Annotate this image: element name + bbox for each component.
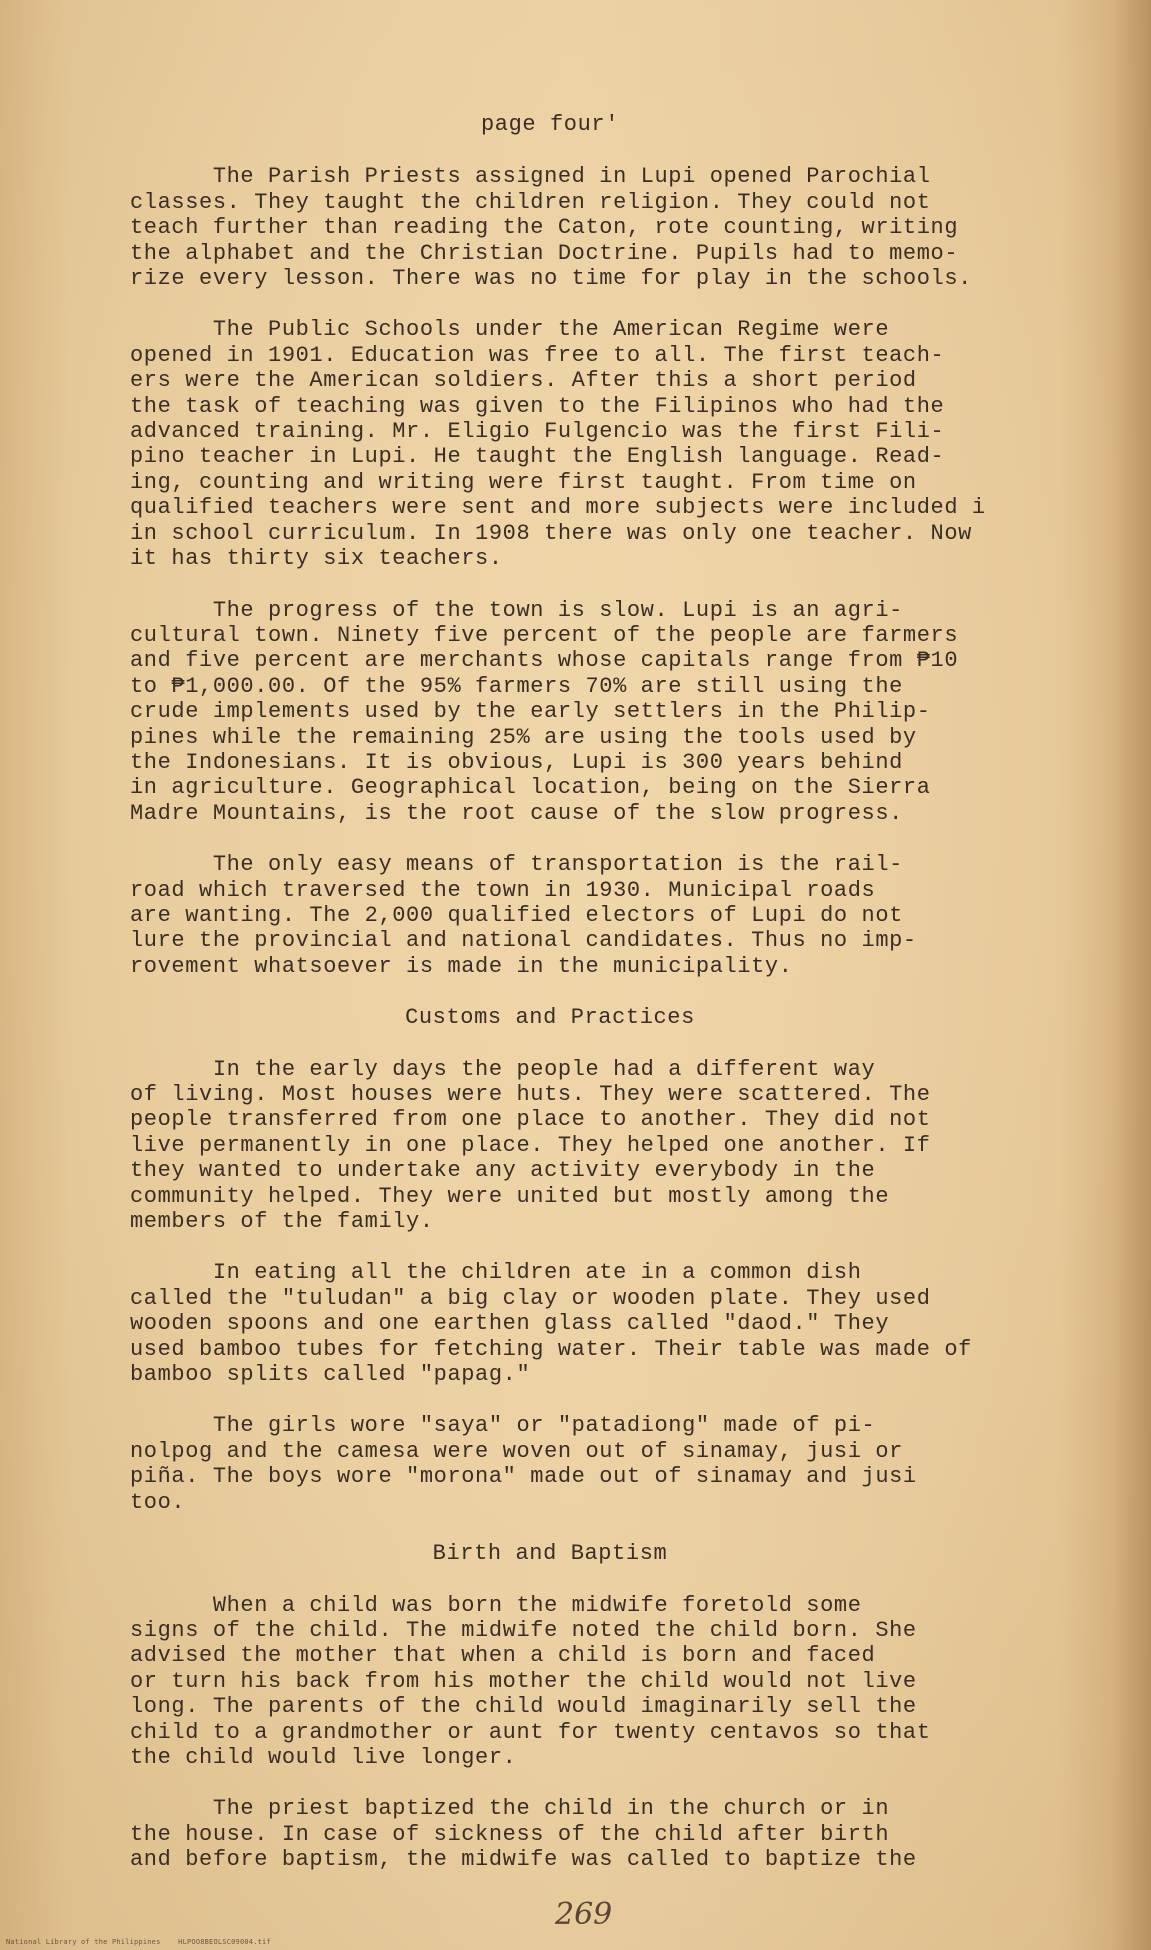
text-line: members of the family. (130, 1209, 434, 1235)
text-line: advised the mother that when a child is born and faced (130, 1643, 876, 1669)
text-line: are wanting. The 2,000 qualified electors of Lupi do not (130, 902, 903, 928)
text-line: used bamboo tubes for fetching water. Their table was made of (130, 1336, 972, 1362)
paragraph-baptism (130, 1796, 1080, 1872)
text-line: crude implements used by the early settlers in the Philip- (130, 699, 931, 725)
section-heading-birth: Birth and Baptism (432, 1541, 668, 1567)
text-line: qualified teachers were sent and more subjects were included i (130, 495, 986, 521)
text-line: bamboo splits called "papag." (130, 1362, 531, 1388)
text-line: In eating all the children ate in a common dish (130, 1260, 862, 1286)
text-line: the child would live longer. (130, 1744, 517, 1770)
paragraph-town-progress (130, 598, 1080, 827)
text-line: advanced training. Mr. Eligio Fulgencio was the first Fili- (130, 419, 945, 445)
text-line: in school curriculum. In 1908 there was only one teacher. Now (130, 520, 972, 546)
text-line: road which traversed the town in 1930. Municipal roads (130, 877, 876, 903)
section-heading-customs: Customs and Practices (405, 1005, 695, 1031)
paragraph-parochial-classes (130, 164, 1080, 291)
text-line: teach further than reading the Caton, rote counting, writing (130, 215, 959, 241)
document-body (130, 112, 1080, 1873)
paragraph-transportation (130, 852, 1080, 979)
text-line: classes. They taught the children religion. They could not (130, 189, 931, 215)
text-line: the task of teaching was given to the Filipinos who had the (130, 393, 945, 419)
text-line: ers were the American soldiers. After this a short period (130, 368, 917, 394)
paragraph-birth (130, 1593, 1080, 1771)
text-line: pines while the remaining 25% are using the tools used by (130, 724, 917, 750)
text-line: The priest baptized the child in the church or in (130, 1796, 890, 1822)
text-line: When a child was born the midwife foretold some (130, 1592, 862, 1618)
page-title: page four' (480, 112, 620, 137)
text-line: and before baptism, the midwife was called to baptize the (130, 1847, 917, 1873)
text-line: In the early days the people had a different way (130, 1056, 876, 1082)
text-line: the house. In case of sickness of the child after birth (130, 1821, 890, 1847)
text-line: lure the provincial and national candidates. Thus no imp- (130, 928, 917, 954)
text-line: in agriculture. Geographical location, being on the Sierra (130, 775, 931, 801)
text-line: it has thirty six teachers. (130, 546, 503, 572)
text-line: live permanently in one place. They helped one another. If (130, 1132, 931, 1158)
text-line: nolpog and the camesa were woven out of sinamay, jusi or (130, 1438, 903, 1464)
text-line: rovement whatsoever is made in the municipality. (130, 953, 793, 979)
text-line: The Public Schools under the American Regime were (130, 317, 890, 343)
text-line: too. (130, 1489, 186, 1515)
paragraph-eating (130, 1260, 1080, 1387)
text-line: The Parish Priests assigned in Lupi opened Parochial (130, 164, 931, 190)
text-line: the Indonesians. It is obvious, Lupi is 300 years behind (130, 749, 903, 775)
text-line: signs of the child. The midwife noted the child born. She (130, 1617, 917, 1643)
text-line: people transferred from one place to another. They did not (130, 1107, 931, 1133)
text-line: or turn his back from his mother the child would not live (130, 1668, 917, 1694)
text-line: cultural town. Ninety five percent of the people are farmers (130, 622, 959, 648)
text-line: The only easy means of transportation is the rail- (130, 852, 903, 878)
text-line: opened in 1901. Education was free to all. The first teach- (130, 342, 945, 368)
text-line: wooden spoons and one earthen glass called "daod." They (130, 1311, 890, 1337)
text-line: the alphabet and the Christian Doctrine. Pupils had to memo- (130, 240, 959, 266)
paragraph-clothing (130, 1413, 1080, 1515)
text-line: piña. The boys wore "morona" made out of sinamay and jusi (130, 1464, 917, 1490)
text-line: Madre Mountains, is the root cause of the slow progress. (130, 800, 903, 826)
text-line: of living. Most houses were huts. They were scattered. The (130, 1082, 931, 1107)
paragraph-early-living (130, 1057, 1080, 1235)
handwritten-page-number: 269 (555, 1897, 613, 1932)
text-line: and five percent are merchants whose capitals range from ₱10 (130, 648, 959, 674)
page-edge-shadow (1111, 0, 1151, 1950)
text-line: long. The parents of the child would imaginarily sell the (130, 1694, 917, 1720)
text-line: The progress of the town is slow. Lupi is an agri- (130, 597, 903, 623)
text-line: ing, counting and writing were first taught. From time on (130, 469, 917, 495)
text-line: The girls wore "saya" or "patadiong" made of pi- (130, 1413, 876, 1439)
text-line: community helped. They were united but mostly among the (130, 1183, 890, 1209)
text-line: child to a grandmother or aunt for twenty centavos so that (130, 1719, 931, 1745)
text-line: called the "tuludan" a big clay or wooden plate. They used (130, 1285, 931, 1311)
paragraph-public-schools (130, 317, 1080, 571)
text-line: they wanted to undertake any activity everybody in the (130, 1158, 876, 1184)
text-line: rize every lesson. There was no time for play in the schools. (130, 266, 972, 292)
text-line: pino teacher in Lupi. He taught the English language. Read- (130, 444, 945, 470)
archive-footer: National Library of the Philippines HLPOO8BEOLSC09004.tif (6, 1938, 271, 1946)
text-line: to ₱1,000.00. Of the 95% farmers 70% are still using the (130, 673, 903, 699)
